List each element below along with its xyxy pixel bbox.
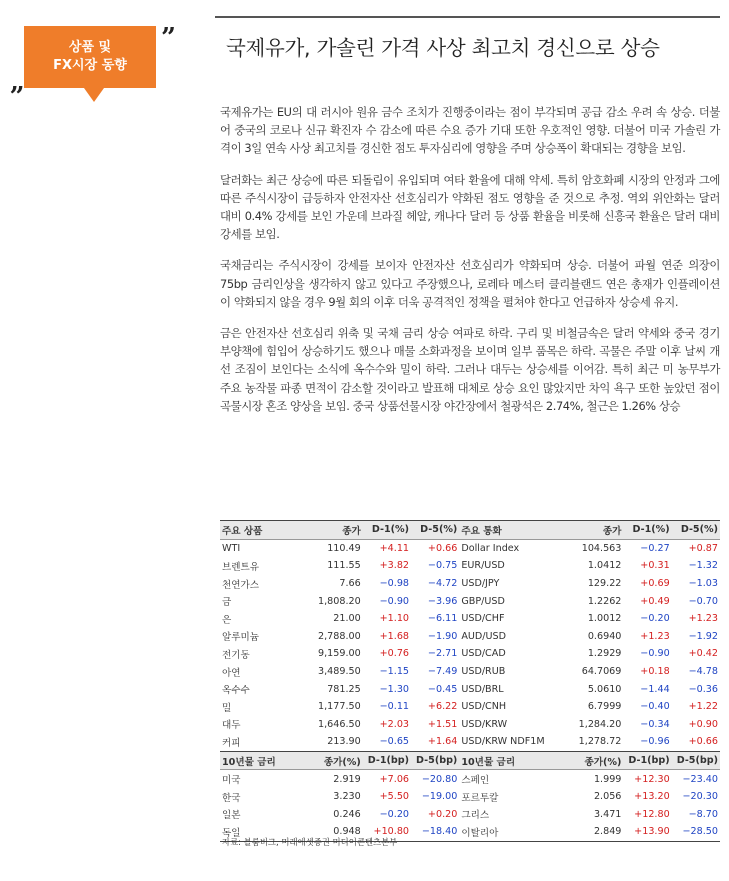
table-cell: 7.66 (339, 578, 361, 590)
table-cell: −6.11 (427, 613, 458, 625)
table-cell: −20.80 (421, 773, 458, 785)
table-cell: 3.230 (333, 791, 361, 803)
source-note: 자료: 블룸버그, 미래에셋증권 미디어콘텐츠본부 (222, 837, 398, 847)
table-row (220, 733, 720, 751)
table-cell: −0.96 (640, 736, 670, 748)
table-cell: +6.22 (427, 701, 458, 713)
table-cell: −3.96 (427, 595, 458, 607)
table-cell: USD/JPY (461, 578, 500, 590)
table-cell: 1,278.72 (578, 736, 622, 748)
table-cell: 1.2262 (587, 595, 622, 607)
table-cell: USD/CAD (461, 648, 506, 660)
table-cell: 그리스 (461, 810, 490, 822)
bond-header-cell-2: D-1(bp) (363, 751, 411, 770)
table-cell: 전기동 (222, 649, 250, 661)
table-cell: +0.66 (688, 736, 718, 748)
table-cell: +1.51 (427, 718, 458, 730)
table-cell: +3.82 (379, 560, 410, 572)
badge-line-2: FX시장 동향 (53, 58, 127, 73)
article-body (220, 103, 720, 428)
table-header-cell-3: D-5(%) (411, 521, 459, 540)
table-cell: −0.75 (427, 560, 458, 572)
table-cell: 브렌트유 (222, 561, 260, 573)
paragraph-bonds: 국채금리는 주식시장이 강세를 보이자 안전자산 선호심리가 약화되며 상승. 더불어 파월 연준 의장이 75bp 금리인상을 생각하지 않고 있다고 주장했으나, 로레타 메스터 클리블랜드 연은 총재가 인플레이션이 약화되지 않을 경우 9월 회의 이후 더욱 공격적인 정책을 펼쳐야 한다고 언급하자 상승세 유지. (220, 258, 720, 309)
table-cell: 2,788.00 (318, 630, 361, 642)
table-cell: +0.18 (640, 666, 670, 678)
table-cell: −2.71 (427, 648, 458, 660)
table-cell: −7.49 (427, 666, 458, 678)
table-cell: −1.30 (379, 683, 410, 695)
table-cell: 0.948 (310, 823, 363, 841)
table-cell: 밀 (222, 702, 232, 714)
table-cell: +1.68 (379, 630, 410, 642)
table-cell: 2.919 (333, 773, 361, 785)
table-cell: +0.31 (640, 560, 670, 572)
table-cell: +0.76 (379, 648, 410, 660)
table-cell: 21.00 (333, 613, 361, 625)
table-cell: +1.10 (379, 613, 410, 625)
table-row (220, 698, 720, 716)
table-cell: USD/RUB (461, 666, 506, 678)
bond-header-cell-5: 종가(%) (564, 751, 624, 770)
table-cell: 1.999 (593, 773, 622, 785)
table-row (220, 680, 720, 698)
table-cell: −0.98 (379, 578, 410, 590)
table-cell: +5.50 (379, 791, 410, 803)
table-cell: 9,159.00 (318, 648, 361, 660)
table-cell: 2.849 (564, 823, 624, 841)
table-row (220, 610, 720, 628)
table-cell: 이탈리아 (459, 823, 563, 841)
table-cell: 금 (222, 597, 232, 609)
table-header-cell-5: 종가 (564, 521, 624, 540)
table-cell: 1,808.20 (318, 595, 361, 607)
table-cell: −0.34 (640, 718, 670, 730)
table-cell: 129.22 (587, 578, 622, 590)
bond-header-cell-7: D-5(bp) (672, 751, 720, 770)
table-cell: 110.49 (327, 542, 361, 554)
table-cell: −23.40 (682, 773, 718, 785)
table-cell: USD/CNH (461, 701, 507, 713)
bond-header-cell-6: D-1(bp) (623, 751, 671, 770)
table-cell: +0.87 (688, 542, 718, 554)
table-cell: 0.6940 (587, 630, 622, 642)
table-cell: −19.00 (421, 791, 458, 803)
table-row (220, 663, 720, 681)
bond-header-row (220, 751, 720, 770)
table-row (220, 716, 720, 734)
table-cell: −4.72 (427, 578, 458, 590)
table-cell: −1.15 (379, 666, 410, 678)
table-cell: 1,284.20 (578, 718, 622, 730)
table-header-cell-2: D-1(%) (363, 521, 411, 540)
table-cell: 스페인 (461, 775, 490, 787)
table-cell: −1.32 (688, 560, 718, 572)
table-cell: +0.66 (427, 542, 458, 554)
table-cell: −1.90 (427, 630, 458, 642)
table-cell: +0.20 (427, 808, 458, 820)
table-cell: 독일 (220, 823, 310, 841)
table-header-row (220, 521, 720, 540)
paragraph-oil: 국제유가는 EU의 대 러시아 원유 금수 조치가 진행중이라는 점이 부각되며 공급 감소 우려 속 상승. 더불어 중국의 코로나 신규 확진자 수 감소에 따른 수요 증가 기대 또한 우호적인 영향. 더불어 미국 가솔린 가격이 3일 연속 사상 최고치를 경신한 점도 투자심리에 영향을 주며 상승폭이 확대되는 경향을 보임. (220, 105, 720, 156)
table-row (220, 788, 720, 806)
table-cell: 5.0610 (587, 683, 622, 695)
table-cell: −0.90 (640, 648, 670, 660)
table-cell: 미국 (222, 775, 241, 787)
table-cell: 3,489.50 (318, 666, 361, 678)
table-cell: −0.36 (688, 683, 718, 695)
table-row (220, 806, 720, 824)
bond-header-cell-1: 종가(%) (310, 751, 363, 770)
table-cell: +13.20 (634, 791, 670, 803)
table-cell: −0.20 (379, 808, 410, 820)
table-cell: −0.27 (640, 542, 670, 554)
table-cell: 대두 (222, 720, 241, 732)
section-badge (24, 26, 156, 88)
table-cell: +10.80 (363, 823, 411, 841)
table-cell: +1.23 (640, 630, 670, 642)
table-row (220, 575, 720, 593)
bond-header-cell-0: 10년물 금리 (220, 751, 310, 770)
table-header-cell-1: 종가 (310, 521, 363, 540)
table-cell: 1.2929 (587, 648, 622, 660)
table-cell: −4.78 (688, 666, 718, 678)
table-cell: +1.22 (688, 701, 718, 713)
table-cell: USD/CHF (461, 613, 505, 625)
table-cell: +7.06 (379, 773, 410, 785)
table-cell: −0.90 (379, 595, 410, 607)
table-cell: +12.30 (634, 773, 670, 785)
badge-pointer (84, 88, 104, 102)
badge-line-1: 상품 및 (68, 40, 112, 55)
table-cell: −20.30 (682, 791, 718, 803)
table-row (220, 645, 720, 663)
table-cell: +1.64 (427, 736, 458, 748)
table-cell: 포르투칼 (461, 792, 499, 804)
table-cell: −8.70 (688, 808, 718, 820)
table-cell: 213.90 (327, 736, 361, 748)
table-cell: +0.90 (688, 718, 718, 730)
paragraph-metals-grains: 금은 안전자산 선호심리 위축 및 국채 금리 상승 여파로 하락. 구리 및 비철금속은 달러 약세와 중국 경기 부양책에 힘입어 상승하기도 했으나 매물 소화과정을 보이며 일부 품목은 하락. 곡물은 주말 이후 날씨 개선 조짐이 보인다는 소식에 옥수수와 밀이 하락. 그러나 대두는 상승세를 이어감. 특히 최근 미 농무부가 주요 농작물 파종 면적이 감소할 것이라고 발표해 대체로 상승 요인 많았지만 차익 욕구 또한 높았던 점이 곡물시장 혼조 양상을 보임. 중국 상품선물시장 야간장에서 철광석은 2.74%, 철근은 1.26% 상승 (220, 326, 720, 413)
paragraph-dollar: 달러화는 최근 상승에 따른 되돌림이 유입되며 여타 환율에 대해 약세. 특히 암호화폐 시장의 안정과 그에 따른 주식시장이 급등하자 안전자산 선호심리가 약화된 점도 영향을 준 것으로 추정. 역외 위안화는 달러 대비 0.4% 강세를 보인 가운데 브라질 헤알, 캐나다 달러 등 상품 환율을 비롯해 신흥국 환율은 달러 대비 강세를 보임. (220, 172, 720, 242)
table-cell: 0.246 (333, 808, 361, 820)
table-cell: −0.65 (379, 736, 410, 748)
bond-header-cell-4: 10년물 금리 (459, 751, 563, 770)
table-cell: 781.25 (327, 683, 361, 695)
table-header-cell-0: 주요 상품 (220, 521, 310, 540)
table-cell: 은 (222, 614, 232, 626)
bond-header-cell-3: D-5(bp) (411, 751, 459, 770)
table-cell: −1.03 (688, 578, 718, 590)
table-row (220, 628, 720, 646)
table-cell: +12.80 (634, 808, 670, 820)
table-cell: +2.03 (379, 718, 410, 730)
table-cell: +0.69 (640, 578, 670, 590)
market-table (220, 520, 720, 842)
table-cell: 옥수수 (222, 685, 250, 697)
table-header-cell-4: 주요 통화 (459, 521, 563, 540)
table-cell: 1.0012 (587, 613, 622, 625)
table-cell: 6.7999 (587, 701, 622, 713)
table-cell: 일본 (222, 810, 241, 822)
page-title: 국제유가, 가솔린 가격 사상 최고치 경신으로 상승 (226, 36, 660, 60)
table-header-cell-7: D-5(%) (672, 521, 720, 540)
table-cell: +13.90 (623, 823, 671, 841)
open-quote-mark: „ (10, 67, 25, 97)
table-cell: −18.40 (411, 823, 459, 841)
table-cell: 아연 (222, 667, 241, 679)
table-cell: 64.7069 (581, 666, 622, 678)
table-cell: 104.563 (581, 542, 622, 554)
table-row (220, 770, 720, 788)
table-cell: 3.471 (593, 808, 622, 820)
table-cell: 천연가스 (222, 579, 260, 591)
table-cell: +1.23 (688, 613, 718, 625)
table-row (220, 592, 720, 610)
close-quote-mark: ” (161, 23, 176, 53)
table-cell: USD/KRW (461, 718, 508, 730)
table-cell: −0.11 (379, 701, 410, 713)
table-cell: +0.42 (688, 648, 718, 660)
table-cell: AUD/USD (461, 630, 507, 642)
table-cell: −28.50 (672, 823, 720, 841)
table-cell: 111.55 (327, 560, 361, 572)
table-header-cell-6: D-1(%) (623, 521, 671, 540)
table-cell: +0.49 (640, 595, 670, 607)
table-cell: 알루미늄 (222, 632, 260, 644)
table-cell: GBP/USD (461, 595, 505, 607)
table-cell: WTI (222, 542, 241, 554)
table-cell: +4.11 (379, 542, 410, 554)
table-cell: 커피 (222, 737, 241, 749)
table-cell: −0.45 (427, 683, 458, 695)
table-cell: 2.056 (593, 791, 622, 803)
table-cell: USD/BRL (461, 683, 504, 695)
table-cell: 한국 (222, 792, 241, 804)
table-cell: 1,177.50 (318, 701, 361, 713)
table-cell: −0.70 (688, 595, 718, 607)
table-cell: −0.20 (640, 613, 670, 625)
table-row (220, 557, 720, 575)
table-cell: −0.40 (640, 701, 670, 713)
table-cell: −1.44 (640, 683, 670, 695)
table-row (220, 539, 720, 557)
table-cell: 1,646.50 (318, 718, 361, 730)
table-cell: 1.0412 (587, 560, 622, 572)
table-cell: EUR/USD (461, 560, 505, 572)
table-cell: Dollar Index (461, 542, 520, 554)
table-cell: USD/KRW NDF1M (461, 736, 545, 748)
table-cell: −1.92 (688, 630, 718, 642)
title-rule (215, 16, 720, 18)
